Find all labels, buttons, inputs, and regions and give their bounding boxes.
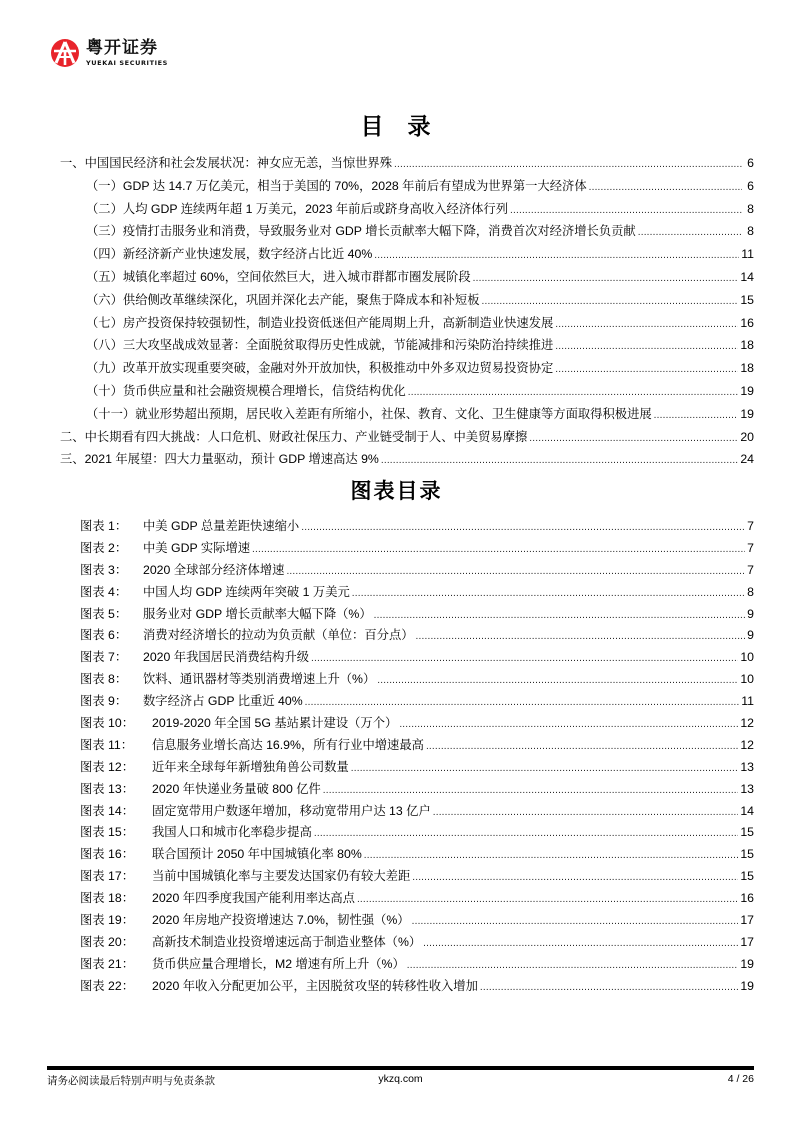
figure-label: 2019-2020 年全国 5G 基站累计建设（万个） <box>152 716 398 731</box>
figure-page: 7 <box>747 540 754 555</box>
logo-chinese-name: 粤开证券 <box>86 37 158 58</box>
figure-number: 图表 14： <box>80 803 134 818</box>
dot-leader <box>473 273 739 284</box>
figure-page: 11 <box>741 694 754 709</box>
figure-page: 17 <box>740 934 754 949</box>
figure-number: 图表 11： <box>80 737 134 752</box>
dot-leader <box>377 675 738 686</box>
figure-page: 15 <box>740 825 754 840</box>
dot-leader <box>555 341 738 352</box>
dot-leader <box>423 938 738 949</box>
toc-entry-page: 11 <box>741 247 754 262</box>
figure-entry[interactable] <box>80 647 754 669</box>
dot-leader <box>364 850 739 861</box>
figure-label: 数字经济占 GDP 比重近 40% <box>143 694 303 709</box>
dot-leader <box>407 960 739 971</box>
dot-leader <box>654 410 739 421</box>
figure-page: 8 <box>747 584 754 599</box>
figure-number: 图表 9： <box>80 694 128 709</box>
figure-page: 9 <box>747 628 754 643</box>
figure-entry[interactable] <box>80 538 754 560</box>
figure-entry[interactable] <box>80 757 754 779</box>
company-logo <box>50 38 168 68</box>
toc-entry[interactable] <box>60 176 754 199</box>
figure-label: 当前中国城镇化率与主要发达国家仍有较大差距 <box>152 869 411 884</box>
toc-entry-label: （二）人均 GDP 连续两年超 1 万美元，2023 年前后或跻身高收入经济体行列 <box>86 201 509 216</box>
figure-entry[interactable] <box>80 844 754 866</box>
dot-leader <box>510 205 742 216</box>
dot-leader <box>416 631 746 642</box>
toc-entry-label: （一）GDP 达 14.7 万亿美元，相当于美国的 70%，2028 年前后有望成为世界第一大经济体 <box>86 178 587 193</box>
figure-label: 消费对经济增长的拉动为负贡献（单位：百分点） <box>143 628 414 643</box>
figure-label: 2020 年我国居民消费结构升级 <box>143 650 310 665</box>
dot-leader <box>433 807 739 818</box>
figure-label: 信息服务业增长高达 16.9%，所有行业中增速最高 <box>152 737 424 752</box>
figure-label: 2020 年四季度我国产能利用率达高点 <box>152 891 355 906</box>
figure-number: 图表 21： <box>80 956 134 971</box>
figure-entry[interactable] <box>80 735 754 757</box>
toc-title-part1: 目 <box>360 114 386 140</box>
table-of-contents <box>60 153 754 475</box>
toc-entry-label: （八）三大攻坚战成效显著：全面脱贫取得历史性成就，节能减排和污染防治持续推进 <box>86 338 554 353</box>
figure-entry[interactable] <box>80 801 754 823</box>
figure-number: 图表 3： <box>80 562 128 577</box>
dot-leader <box>555 364 738 375</box>
figure-page: 12 <box>740 737 754 752</box>
dot-leader <box>286 566 745 577</box>
figure-entry[interactable] <box>80 976 754 998</box>
toc-entry-label: （六）供给侧改革继续深化，巩固并深化去产能，聚焦于降成本和补短板 <box>86 292 480 307</box>
figure-number: 图表 15： <box>80 825 134 840</box>
dot-leader <box>408 387 739 398</box>
figure-label: 高新技术制造业投资增速远高于制造业整体（%） <box>152 934 422 949</box>
toc-entry-page: 8 <box>747 224 754 239</box>
dot-leader <box>529 433 738 444</box>
figure-entry[interactable] <box>80 604 754 626</box>
toc-entry[interactable] <box>60 267 754 290</box>
figure-entry[interactable] <box>80 932 754 954</box>
figure-page: 7 <box>747 519 754 533</box>
toc-entry-page: 18 <box>740 361 754 376</box>
toc-entry-page: 20 <box>740 429 754 444</box>
figure-page: 10 <box>740 672 754 687</box>
dot-leader <box>305 697 740 708</box>
toc-entry-page: 14 <box>740 269 754 284</box>
toc-entry-page: 24 <box>740 452 754 467</box>
toc-entry-label: （十）货币供应量和社会融资规模合理增长，信贷结构优化 <box>86 383 406 398</box>
dot-leader <box>638 227 742 238</box>
figure-number: 图表 5： <box>80 606 128 621</box>
toc-entry-page: 15 <box>740 292 754 307</box>
toc-entry[interactable] <box>60 313 754 336</box>
figure-label: 中美 GDP 实际增速 <box>143 540 251 555</box>
figure-page: 19 <box>740 956 754 971</box>
toc-entry[interactable] <box>60 381 754 404</box>
dot-leader <box>314 828 738 839</box>
figure-entry[interactable] <box>80 516 754 538</box>
toc-entry-page: 19 <box>740 406 754 421</box>
figure-page: 14 <box>740 803 754 818</box>
dot-leader <box>412 916 739 927</box>
toc-entry[interactable] <box>60 199 754 222</box>
toc-entry-page: 19 <box>740 383 754 398</box>
figure-label: 2020 全球部分经济体增速 <box>143 562 285 577</box>
figure-page: 15 <box>740 847 754 862</box>
figure-number: 图表 8： <box>80 672 128 687</box>
figure-number: 图表 19： <box>80 913 134 928</box>
dot-leader <box>374 250 739 261</box>
figure-page: 9 <box>747 606 754 621</box>
yuekai-logo-icon <box>50 38 80 68</box>
figures-title: 图表目录 <box>350 479 443 503</box>
page-footer <box>47 1073 754 1088</box>
toc-entry-label: （五）城镇化率超过 60%，空间依然巨大，进入城市群都市圈发展阶段 <box>86 269 471 284</box>
toc-entry-label: （七）房产投资保持较强韧性，制造业投资低迷但产能周期上升，高新制造业快速发展 <box>86 315 554 330</box>
dot-leader <box>311 653 738 664</box>
footer-website-link[interactable]: ykzq.com <box>378 1073 423 1085</box>
toc-entry[interactable] <box>60 404 754 427</box>
toc-entry-label: 三、2021 年展望：四大力量驱动，预计 GDP 增速高达 9% <box>60 452 379 467</box>
figure-label: 饮料、通讯器材等类别消费增速上升（%） <box>143 672 376 687</box>
toc-entry-label: （九）改革开放实现重要突破，金融对外开放加快，积极推动中外多双边贸易投资协定 <box>86 361 554 376</box>
figure-label: 服务业对 GDP 增长贡献率大幅下降（%） <box>143 606 372 621</box>
toc-entry-label: （十一）就业形势超出预期，居民收入差距有所缩小，社保、教育、文化、卫生健康等方面取得积极进展 <box>86 406 652 421</box>
figure-label: 2020 年房地产投资增速达 7.0%，韧性强（%） <box>152 913 410 928</box>
figure-page: 17 <box>740 913 754 928</box>
figure-number: 图表 22： <box>80 978 134 993</box>
figure-entry[interactable] <box>80 691 754 713</box>
dot-leader <box>351 763 739 774</box>
figure-label: 我国人口和城市化率稳步提高 <box>152 825 312 840</box>
figure-number: 图表 4： <box>80 584 128 599</box>
toc-entry[interactable] <box>60 449 754 475</box>
figure-page: 19 <box>740 978 754 993</box>
dot-leader <box>381 455 738 466</box>
dot-leader <box>323 785 739 796</box>
toc-entry[interactable] <box>60 153 754 176</box>
logo-english-name: YUEKAI SECURITIES <box>86 58 168 67</box>
figure-label: 中国人均 GDP 连续两年突破 1 万美元 <box>143 584 350 599</box>
figure-page: 7 <box>747 562 754 577</box>
figure-number: 图表 6： <box>80 628 128 643</box>
figure-page: 12 <box>740 716 754 731</box>
figure-label: 近年来全球每年新增独角兽公司数量 <box>152 759 349 774</box>
dot-leader <box>480 982 738 993</box>
figure-entry[interactable] <box>80 560 754 582</box>
figure-entry[interactable] <box>80 954 754 976</box>
dot-leader <box>252 544 745 555</box>
toc-entry[interactable] <box>60 221 754 244</box>
figure-page: 13 <box>740 759 754 774</box>
figure-entry[interactable] <box>80 866 754 888</box>
figure-number: 图表 18： <box>80 891 134 906</box>
footer-disclaimer: 请务必阅读最后特别声明与免责条款 <box>47 1075 215 1087</box>
dot-leader <box>357 894 738 905</box>
dot-leader <box>374 610 746 621</box>
toc-entry[interactable] <box>60 244 754 267</box>
figure-number: 图表 2： <box>80 540 128 555</box>
dot-leader <box>412 872 738 883</box>
figure-label: 固定宽带用户数逐年增加，移动宽带用户达 13 亿户 <box>152 803 431 818</box>
page-indicator: 4 / 26 <box>727 1073 754 1085</box>
figure-entry[interactable] <box>80 625 754 647</box>
figure-entry[interactable] <box>80 669 754 691</box>
dot-leader <box>555 319 738 330</box>
figure-page: 15 <box>740 869 754 884</box>
toc-entry[interactable] <box>60 290 754 313</box>
toc-entry-label: （三）疫情打击服务业和消费，导致服务业对 GDP 增长贡献率大幅下降，消费首次对经济增长负贡献 <box>86 224 636 239</box>
figure-page: 16 <box>740 891 754 906</box>
dot-leader <box>352 588 745 599</box>
footer-divider <box>47 1066 754 1070</box>
figure-number: 图表 12： <box>80 759 134 774</box>
toc-entry-page: 6 <box>747 156 754 170</box>
toc-entry-label: 二、中长期看有四大挑战：人口危机、财政社保压力、产业链受制于人、中美贸易摩擦 <box>60 429 528 444</box>
figure-page: 10 <box>740 650 754 665</box>
figure-entry[interactable] <box>80 822 754 844</box>
figure-entry[interactable] <box>80 910 754 932</box>
figure-number: 图表 7： <box>80 650 128 665</box>
toc-title-part2: 录 <box>407 114 433 140</box>
toc-entry-page: 18 <box>740 338 754 353</box>
figure-entry[interactable] <box>80 582 754 604</box>
toc-entry[interactable] <box>60 335 754 358</box>
figure-number: 图表 1： <box>80 519 128 533</box>
figure-label: 2020 年收入分配更加公平，主因脱贫攻坚的转移性收入增加 <box>152 978 478 993</box>
figure-number: 图表 20： <box>80 934 134 949</box>
toc-entry-page: 8 <box>747 201 754 216</box>
figure-label: 中美 GDP 总量差距快速缩小 <box>143 519 300 533</box>
figure-number: 图表 16： <box>80 847 134 862</box>
figure-entry[interactable] <box>80 713 754 735</box>
dot-leader <box>426 741 738 752</box>
figure-entry[interactable] <box>80 888 754 910</box>
figure-label: 货币供应量合理增长，M2 增速有所上升（%） <box>152 956 405 971</box>
figure-number: 图表 10： <box>80 716 134 731</box>
dot-leader <box>301 522 745 533</box>
toc-entry-page: 6 <box>747 178 754 193</box>
dot-leader <box>399 719 738 730</box>
toc-entry-label: （四）新经济新产业快速发展，数字经济占比近 40% <box>86 247 373 262</box>
figure-label: 2020 年快递业务量破 800 亿件 <box>152 781 321 796</box>
toc-entry-label: 一、中国国民经济和社会发展状况：神女应无恙，当惊世界殊 <box>60 156 393 170</box>
toc-title <box>0 108 793 141</box>
figure-number: 图表 13： <box>80 781 134 796</box>
figure-number: 图表 17： <box>80 869 134 884</box>
dot-leader <box>394 159 742 170</box>
figure-entry[interactable] <box>80 779 754 801</box>
list-of-figures <box>80 516 754 998</box>
dot-leader <box>482 296 739 307</box>
toc-entry-page: 16 <box>740 315 754 330</box>
toc-entry[interactable] <box>60 358 754 381</box>
figure-page: 13 <box>740 781 754 796</box>
dot-leader <box>589 182 742 193</box>
toc-entry[interactable] <box>60 427 754 450</box>
figure-label: 联合国预计 2050 年中国城镇化率 80% <box>152 847 362 862</box>
